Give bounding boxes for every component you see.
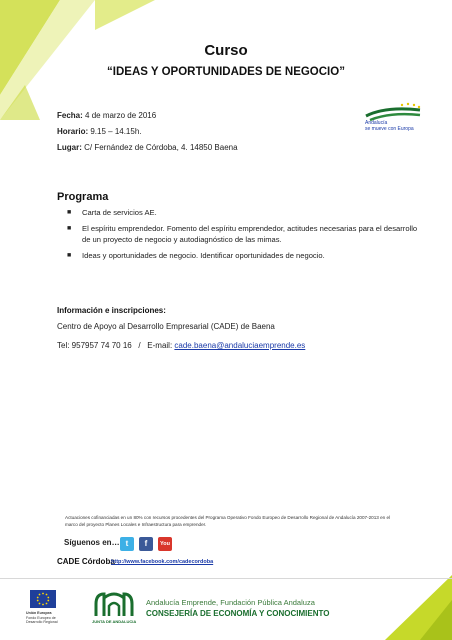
fine-print: Actuaciones cofinanciadas en un 80% con recursos procedentes del Programa Operativo Fondo Europeo de Desarrollo Regional de Andalucía 2007-2013 en el marco del proyecto Planes Locales e Infraestructura para emprender. bbox=[65, 515, 391, 527]
email-link[interactable]: cade.baena@andaluciaemprende.es bbox=[174, 341, 306, 350]
andalucia-europa-logo bbox=[362, 102, 424, 134]
andalucia-logo-line1: Andalucía bbox=[365, 120, 388, 126]
facebook-link[interactable]: http://www.facebook.com/cadecordoba bbox=[111, 559, 214, 565]
twitter-icon[interactable]: t bbox=[120, 537, 134, 551]
lugar-line bbox=[57, 143, 238, 152]
tel-text: Tel: 957957 74 70 16 / E-mail: bbox=[57, 341, 175, 350]
programa-list bbox=[57, 207, 427, 266]
junta-logo-icon bbox=[92, 590, 136, 618]
youtube-icon[interactable]: You bbox=[158, 537, 172, 551]
eu-caption: Unión Europea Fondo Europeo de Desarrollo Regional bbox=[26, 611, 58, 624]
footer-divider bbox=[0, 578, 452, 579]
fecha-label: Fecha: bbox=[57, 111, 83, 120]
lugar-label: Lugar: bbox=[57, 143, 82, 152]
inscripciones-title: Información e inscripciones: bbox=[57, 306, 166, 315]
list-item: ■ El espíritu emprendedor. Fomento del espíritu emprendedor, actitudes necesarias para el desarrollo de un proyecto de negocio y autodiagnóstico de las mimas. bbox=[67, 224, 418, 244]
contact-line bbox=[57, 341, 305, 350]
cade-center: Centro de Apoyo al Desarrollo Empresarial (CADE) de Baena bbox=[57, 322, 275, 331]
course-subtitle: “IDEAS Y OPORTUNIDADES DE NEGOCIO” bbox=[107, 66, 345, 78]
andalucia-emprende-text: Andalucía Emprende, Fundación Pública Andaluza bbox=[146, 598, 315, 607]
consejeria-text: CONSEJERÍA DE ECONOMÍA Y CONOCIMIENTO bbox=[146, 609, 330, 618]
eu-flag-icon bbox=[30, 590, 56, 608]
cade-cordoba-label: CADE Córdoba bbox=[57, 557, 115, 566]
programa-title: Programa bbox=[57, 191, 109, 203]
list-item: ■ Carta de servicios AE. bbox=[67, 208, 157, 217]
list-item: ■ Ideas y oportunidades de negocio. Identificar oportunidades de negocio. bbox=[67, 251, 325, 260]
horario-line bbox=[57, 127, 142, 136]
horario-value: 9.15 – 14.15h. bbox=[88, 127, 142, 136]
lugar-value: C/ Fernández de Córdoba, 4. 14850 Baena bbox=[81, 143, 238, 152]
page-title: Curso bbox=[204, 42, 248, 59]
fecha-line bbox=[57, 111, 156, 120]
junta-caption: JUNTA DE ANDALUCIA bbox=[92, 619, 137, 624]
facebook-icon[interactable]: f bbox=[139, 537, 153, 551]
andalucia-logo-line2: se mueve con Europa bbox=[365, 126, 414, 132]
siguenos-label: Síguenos en… bbox=[64, 538, 120, 547]
fecha-value: 4 de marzo de 2016 bbox=[82, 111, 157, 120]
horario-label: Horario: bbox=[57, 127, 89, 136]
